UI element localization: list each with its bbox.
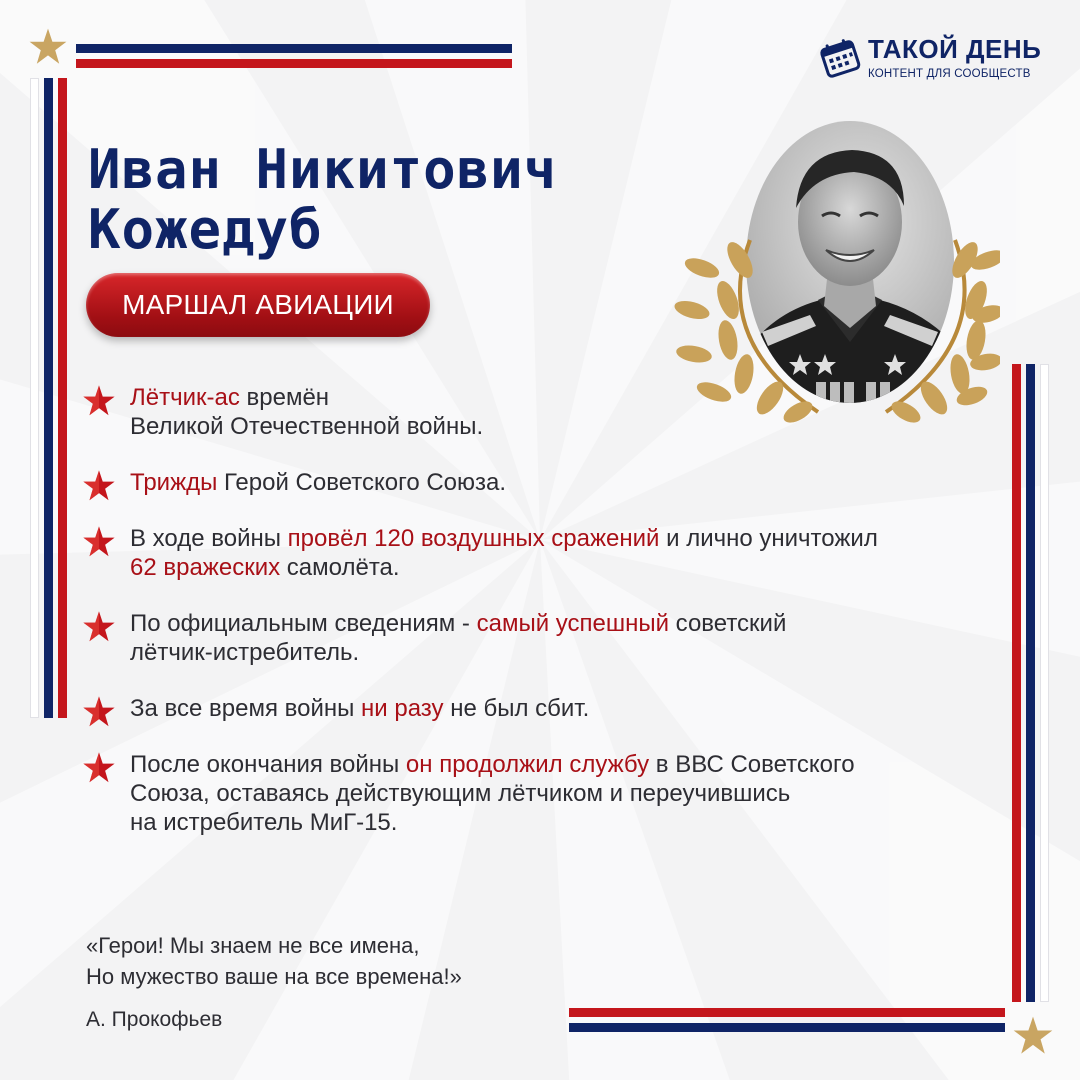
- top-tricolor-stripes: [76, 44, 512, 68]
- fact-highlight: самый успешный: [476, 610, 670, 637]
- calendar-icon: [818, 36, 862, 80]
- fact-line: [130, 638, 1012, 667]
- fact-item: [82, 383, 1012, 441]
- bottom-tricolor-stripes: [569, 1008, 1005, 1032]
- fact-line: [130, 524, 1012, 553]
- fact-segment: и лично уничтожил: [659, 525, 878, 552]
- quote-line-1: «Герои! Мы знаем не все имена,: [86, 933, 420, 958]
- right-tricolor-stripes: [1012, 364, 1049, 1002]
- person-name: [88, 140, 557, 260]
- gold-star-icon: [28, 27, 68, 67]
- fact-item: [82, 468, 1012, 497]
- fact-line: [130, 779, 1012, 808]
- stripe-blue: [1026, 364, 1035, 1002]
- fact-segment: в ВВС Советского: [649, 751, 855, 778]
- stripe-red: [1012, 364, 1021, 1002]
- rank-badge: МАРШАЛ АВИАЦИИ: [86, 273, 430, 337]
- fact-highlight: Лётчик-ас: [130, 384, 240, 411]
- stripe-blue: [76, 44, 512, 53]
- fact-segment: По официальным сведениям -: [130, 610, 477, 637]
- fact-segment: Союза, оставаясь действующим лётчиком и переучившись: [130, 780, 791, 807]
- quote: [86, 930, 462, 992]
- facts-list: [82, 383, 1012, 837]
- fact-highlight: Трижды: [130, 469, 218, 496]
- fact-line: [130, 750, 1012, 779]
- name-line-last: Кожедуб: [88, 198, 323, 261]
- fact-highlight: ни разу: [361, 695, 444, 722]
- fact-line: [130, 808, 1012, 837]
- stripe-white: [1040, 364, 1049, 1002]
- fact-item: [82, 694, 1012, 723]
- fact-segment: За все время войны: [130, 695, 362, 722]
- portrait-photo: [730, 110, 990, 430]
- left-tricolor-stripes: [30, 78, 67, 718]
- quote-author: А. Прокофьев: [86, 1008, 223, 1031]
- gold-star-icon: [1012, 1015, 1054, 1057]
- fact-highlight: он продолжил службу: [405, 751, 650, 778]
- fact-segment: После окончания войны: [130, 751, 406, 778]
- red-star-icon: [82, 695, 116, 729]
- fact-segment: на истребитель МиГ-15.: [130, 809, 398, 836]
- stripe-red: [76, 59, 512, 68]
- red-star-icon: [82, 610, 116, 644]
- brand-name: ТАКОЙ ДЕНЬ: [868, 34, 1042, 64]
- red-star-icon: [82, 525, 116, 559]
- fact-segment: не был сбит.: [443, 695, 590, 722]
- stripe-blue: [569, 1023, 1005, 1032]
- fact-segment: лётчик-истребитель.: [130, 639, 360, 666]
- portrait: [670, 110, 1000, 430]
- stripe-white: [30, 78, 39, 718]
- fact-segment: советский: [669, 610, 787, 637]
- fact-line: [130, 468, 1012, 497]
- name-line-first: Иван Никитович: [88, 138, 558, 201]
- brand-tagline: КОНТЕНТ ДЛЯ СООБЩЕСТВ: [868, 68, 1031, 80]
- fact-line: [130, 694, 1012, 723]
- fact-item: [82, 750, 1012, 837]
- fact-item: [82, 609, 1012, 667]
- fact-segment: времён: [239, 384, 330, 411]
- fact-segment: Великой Отечественной войны.: [130, 413, 484, 440]
- fact-line: [130, 553, 1012, 582]
- fact-segment: самолёта.: [280, 554, 400, 581]
- brand-logo[interactable]: [818, 30, 1058, 90]
- fact-line: [130, 412, 1012, 441]
- quote-line-2: Но мужество ваше на все времена!»: [86, 964, 462, 989]
- red-star-icon: [82, 384, 116, 418]
- stripe-red: [58, 78, 67, 718]
- stripe-blue: [44, 78, 53, 718]
- red-star-icon: [82, 469, 116, 503]
- fact-line: [130, 609, 1012, 638]
- fact-segment: Герой Советского Союза.: [217, 469, 507, 496]
- fact-item: [82, 524, 1012, 582]
- stripe-red: [569, 1008, 1005, 1017]
- fact-highlight: провёл 120 воздушных сражений: [287, 525, 660, 552]
- fact-highlight: 62 вражеских: [130, 554, 281, 581]
- fact-segment: В ходе войны: [130, 525, 288, 552]
- red-star-icon: [82, 751, 116, 785]
- fact-line: [130, 383, 1012, 412]
